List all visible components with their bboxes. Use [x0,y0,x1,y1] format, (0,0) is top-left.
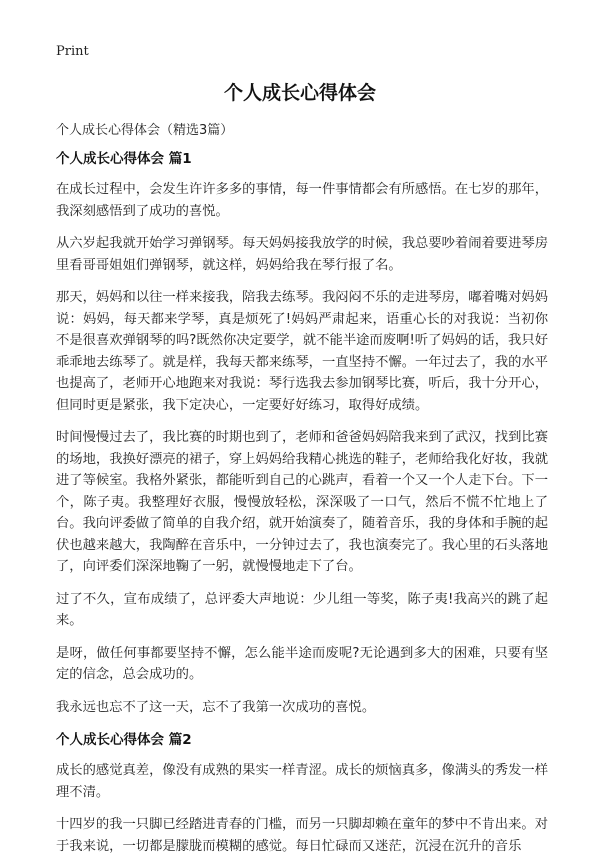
paragraph: 我永远也忘不了这一天，忘不了我第一次成功的喜悦。 [56,699,376,715]
print-link[interactable]: Print [56,44,89,59]
paragraph: 成长的感觉真差，像没有成熟的果实一样青涩。成长的烦恼真多，像满头的秀发一样理不清。 [56,763,548,800]
paragraph: 十四岁的我一只脚已经踏进青春的门槛，而另一只脚却赖在童年的梦中不肯出来。对于我来说，一切都是朦胧而模糊的感觉。每日忙碌而又迷茫，沉浸在沉升的音乐 [56,817,548,854]
paragraph: 过了不久，宣布成绩了，总评委大声地说：少儿组一等奖，陈子夷!我高兴的跳了起来。 [56,591,548,628]
paragraph: 在成长过程中，会发生许许多多的事情，每一件事情都会有所感悟。在七岁的那年，我深刻感悟到了成功的喜悦。 [56,182,548,219]
section-1 [56,148,548,718]
section-heading: 个人成长心得体会 篇1 [56,151,192,167]
paragraph: 从六岁起我就开始学习弹钢琴。每天妈妈接我放学的时候，我总要吵着闹着要进琴房里看哥哥姐姐们弹钢琴，就这样，妈妈给我在琴行报了名。 [56,236,548,273]
paragraph: 是呀，做任何事都要坚持不懈，怎么能半途而废呢?无论遇到多大的困难，只要有坚定的信念，总会成功的。 [56,645,548,682]
page-title: 个人成长心得体会 [223,82,376,104]
section-2 [56,729,548,857]
document-subtitle: 个人成长心得体会（精选3篇） [56,123,234,138]
article-body [56,148,548,868]
paragraph: 那天，妈妈和以往一样来接我，陪我去练琴。我闷闷不乐的走进琴房，嘟着嘴对妈妈说：妈妈，每天都来学琴，真是烦死了!妈妈严肃起来，语重心长的对我说：当初你不是很喜欢弹钢琴的吗?既然你决定要学，就不能半途而废啊!听了妈妈的话，我只好乖乖地去练琴了。就是样，我每天都来练琴，一直坚持不懈。一年过去了，我的水平也提高了，老师开心地跑来对我说：琴行选我去参加钢琴比赛，听后，我十分开心，但同时更是紧张，我下定决心，一定要好好练习，取得好成绩。 [56,290,548,413]
section-heading: 个人成长心得体会 篇2 [56,732,192,748]
paragraph: 时间慢慢过去了，我比赛的时期也到了，老师和爸爸妈妈陪我来到了武汉，找到比赛的场地，我换好漂亮的裙子，穿上妈妈给我精心挑选的鞋子，老师给我化好妆，我就进了等候室。我格外紧张，都能听到自己的心跳声，看着一个又一个人走下台。下一个，陈子夷。我整理好衣服，慢慢放轻松，深深吸了一口气，然后不慌不忙地上了台。我向评委做了简单的自我介绍，就开始演奏了，随着音乐，我的身体和手腕的起伏也越来越大，我陶醉在音乐中，一分钟过去了，我也演奏完了。我心里的石头落地了，向评委们深深地鞠了一躬，就慢慢地走下了台。 [56,430,548,574]
